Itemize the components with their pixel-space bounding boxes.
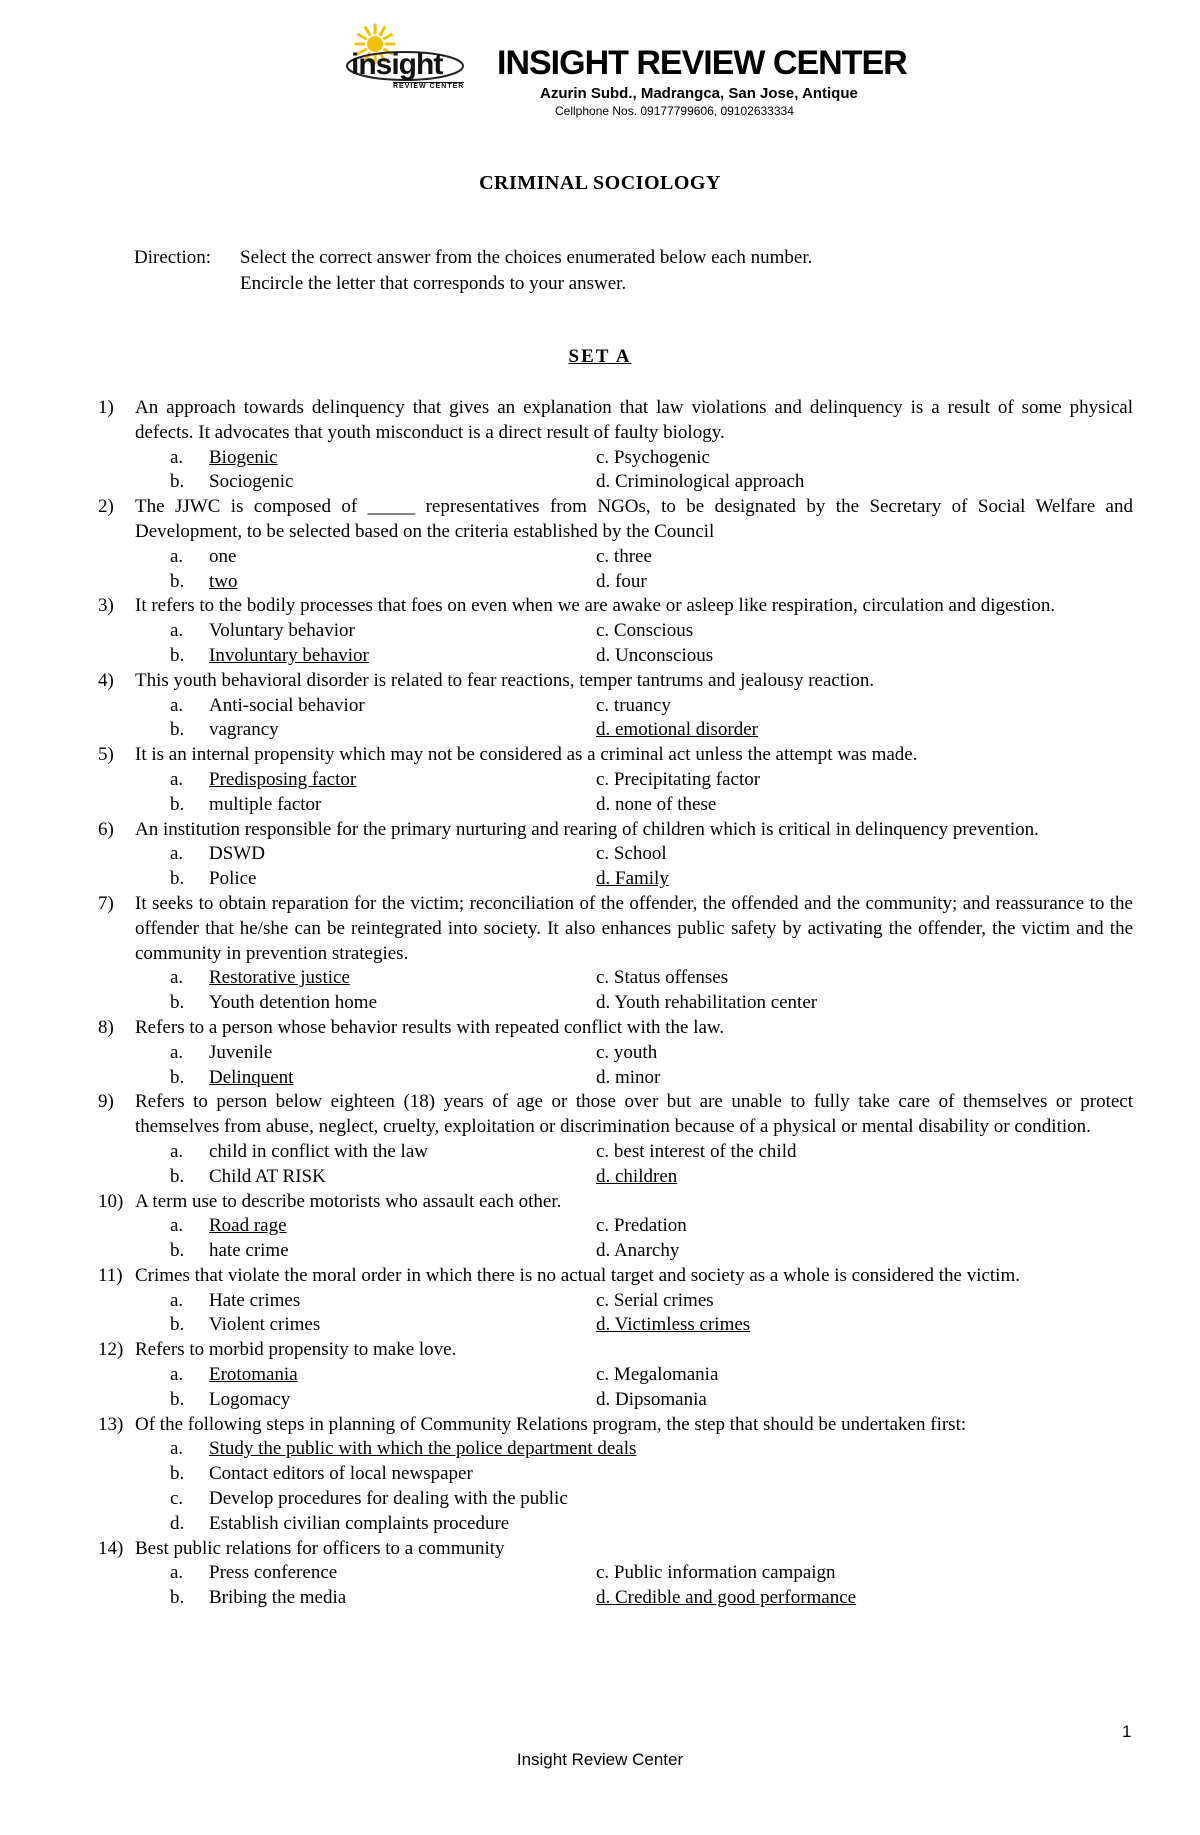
question-number: 8) (98, 1016, 114, 1038)
choice-b[interactable] (135, 1066, 596, 1091)
question-list (98, 396, 1133, 1611)
choice-a[interactable] (135, 1140, 596, 1165)
question-item (98, 743, 1133, 817)
choice-text: c. School (596, 843, 667, 865)
choice-a[interactable] (135, 446, 596, 471)
choice-letter: a. (170, 1215, 184, 1237)
choice-letter: a. (170, 1562, 184, 1584)
choice-c[interactable] (596, 1561, 1133, 1586)
logo-text: insight (351, 48, 443, 81)
choice-text: c. Public information campaign (596, 1562, 836, 1584)
choice-text: two (209, 570, 238, 592)
choice-text: d. four (596, 570, 647, 592)
choice-c[interactable] (596, 1363, 1133, 1388)
choice-text: d. Anarchy (596, 1240, 680, 1262)
choice-d[interactable] (596, 644, 1133, 669)
choice-a[interactable] (135, 1437, 1133, 1462)
choice-text: Press conference (209, 1562, 338, 1584)
choice-text: vagrancy (209, 719, 279, 741)
question-item (98, 1190, 1133, 1264)
choice-b[interactable] (135, 570, 596, 595)
choice-text: Biogenic (209, 446, 278, 468)
choice-text: Youth detention home (209, 992, 378, 1014)
choice-text: Involuntary behavior (209, 644, 369, 666)
choice-text: c. Precipitating factor (596, 768, 761, 790)
choice-text: c. best interest of the child (596, 1140, 797, 1162)
choice-b[interactable] (135, 1388, 596, 1413)
choice-text: d. children (596, 1165, 678, 1187)
choice-letter: b. (170, 992, 185, 1014)
choice-b[interactable] (135, 1462, 1133, 1487)
choice-letter: b. (170, 1587, 185, 1609)
choice-a[interactable] (135, 545, 596, 570)
choice-list (135, 768, 1133, 818)
question-number: 12) (98, 1339, 124, 1361)
choice-d[interactable] (135, 1512, 1133, 1537)
question-item (98, 594, 1133, 668)
choice-letter: a. (170, 620, 184, 642)
choice-letter: a. (170, 967, 184, 989)
choice-d[interactable] (596, 1165, 1133, 1190)
question-item (98, 1338, 1133, 1412)
choice-text: c. youth (596, 1041, 658, 1063)
choice-c[interactable] (596, 1041, 1133, 1066)
choice-letter: a. (170, 1364, 184, 1386)
choice-letter: b. (170, 1314, 185, 1336)
question-text: This youth behavioral disorder is related to fear reactions, temper tantrums and jealousy reaction. (135, 669, 875, 691)
choice-letter: a. (170, 446, 184, 468)
choice-text: d. Family (596, 868, 669, 890)
question-number: 10) (98, 1190, 124, 1212)
choice-letter: a. (170, 1140, 184, 1162)
choice-b[interactable] (135, 793, 596, 818)
choice-list (135, 966, 1133, 1016)
choice-c[interactable] (135, 1487, 1133, 1512)
question-text: Refers to a person whose behavior results with repeated conflict with the law. (135, 1016, 725, 1038)
question-text: Best public relations for officers to a community (135, 1537, 505, 1559)
logo-subtext: REVIEW CENTER (393, 83, 465, 90)
choice-letter: b. (170, 793, 185, 815)
choice-list (135, 1561, 1133, 1611)
choice-letter: b. (170, 719, 185, 741)
choice-text: Voluntary behavior (209, 620, 355, 642)
choice-text: hate crime (209, 1240, 289, 1262)
choice-letter: b. (170, 644, 185, 666)
choice-list (135, 1289, 1133, 1339)
question-text: Of the following steps in planning of Community Relations program, the step that should be undertaken first: (135, 1413, 967, 1435)
question-item (98, 1413, 1133, 1537)
question-number: 7) (98, 892, 114, 914)
choice-letter: b. (170, 471, 185, 493)
choice-letter: a. (170, 1289, 184, 1311)
question-text: A term use to describe motorists who assault each other. (135, 1190, 562, 1212)
choice-text: child in conflict with the law (209, 1140, 428, 1162)
choice-text: c. Megalomania (596, 1364, 719, 1386)
choice-text: Restorative justice (209, 967, 350, 989)
choice-list (135, 1041, 1133, 1091)
choice-list (135, 1437, 1133, 1536)
choice-c[interactable] (596, 446, 1133, 471)
question-text: It refers to the bodily processes that foes on even when we are awake or asleep like respiration, circulation and digestion. (135, 595, 1056, 617)
choice-b[interactable] (135, 1586, 596, 1611)
choice-text: d. none of these (596, 793, 717, 815)
choice-c[interactable] (596, 1289, 1133, 1314)
choice-d[interactable] (596, 1313, 1133, 1338)
choice-text: d. minor (596, 1066, 661, 1088)
choice-text: d. Unconscious (596, 644, 714, 666)
question-text: The JJWC is composed of _____ representatives from NGOs, to be designated by the Secretary of Social Welfare and Development, to be selected based on the criteria established by the Council (135, 496, 1133, 542)
choice-d[interactable] (596, 1388, 1133, 1413)
insight-logo (345, 22, 470, 92)
choice-text: Erotomania (209, 1364, 298, 1386)
question-text: Refers to person below eighteen (18) years of age or those over but are unable to fully take care of themselves or protect themselves from abuse, neglect, cruelty, exploitation or discrimination because of a physical or mental disability or condition. (135, 1091, 1133, 1138)
choice-text: c. Psychogenic (596, 446, 710, 468)
choice-text: d. Criminological approach (596, 471, 805, 493)
choice-text: c. Predation (596, 1215, 687, 1237)
choice-a[interactable] (135, 694, 596, 719)
letterhead (345, 22, 905, 122)
question-text: Crimes that violate the moral order in which there is no actual target and society as a whole is considered the victim. (135, 1264, 1020, 1286)
choice-letter: a. (170, 768, 184, 790)
choice-a[interactable] (135, 1041, 596, 1066)
choice-list (135, 1214, 1133, 1264)
question-item (98, 818, 1133, 892)
choice-c[interactable] (596, 1214, 1133, 1239)
choice-letter: b. (170, 1066, 185, 1088)
question-number: 14) (98, 1537, 124, 1559)
choice-a[interactable] (135, 768, 596, 793)
direction-label: Direction: (134, 247, 212, 268)
choice-letter: b. (170, 570, 185, 592)
set-title: SET A (568, 346, 632, 367)
question-number: 2) (98, 496, 114, 518)
choice-d[interactable] (596, 1239, 1133, 1264)
choice-text: d. Credible and good performance (596, 1587, 857, 1609)
choice-a[interactable] (135, 1214, 596, 1239)
choice-letter: b. (170, 1463, 185, 1485)
choice-b[interactable] (135, 1165, 596, 1190)
choice-text: Child AT RISK (209, 1165, 326, 1187)
choice-d[interactable] (596, 470, 1133, 495)
direction-line: Select the correct answer from the choices enumerated below each number. (240, 247, 813, 268)
center-name: INSIGHT REVIEW CENTER (497, 44, 907, 82)
choice-a[interactable] (135, 966, 596, 991)
choice-letter: a. (170, 545, 184, 567)
question-number: 5) (98, 744, 114, 766)
choice-letter: b. (170, 868, 185, 890)
choice-letter: a. (170, 1438, 184, 1460)
choice-letter: a. (170, 694, 184, 716)
choice-text: Establish civilian complaints procedure (209, 1512, 510, 1534)
choice-list (135, 545, 1133, 595)
choice-text: c. Serial crimes (596, 1289, 714, 1311)
choice-letter: a. (170, 843, 184, 865)
question-number: 13) (98, 1413, 124, 1435)
question-item (98, 396, 1133, 495)
question-text: It seeks to obtain reparation for the victim; reconciliation of the offender, the offended and the community; and reassurance to the offender that he/she can be reintegrated into society. It also enhances public safety by activating the offender, the victim and the community in prevention strategies. (135, 892, 1133, 964)
page-number: 1 (1122, 1722, 1132, 1741)
choice-letter: a. (170, 1041, 184, 1063)
choice-list (135, 446, 1133, 496)
question-text: Refers to morbid propensity to make love. (135, 1339, 457, 1361)
question-item (98, 669, 1133, 743)
choice-c[interactable] (596, 768, 1133, 793)
choice-list (135, 842, 1133, 892)
choice-text: d. Dipsomania (596, 1388, 707, 1410)
choice-d[interactable] (596, 718, 1133, 743)
document-title: CRIMINAL SOCIOLOGY (479, 172, 721, 194)
choice-c[interactable] (596, 694, 1133, 719)
choice-b[interactable] (135, 991, 596, 1016)
choice-letter: d. (170, 1512, 185, 1534)
choice-a[interactable] (135, 1363, 596, 1388)
choice-text: d. Youth rehabilitation center (596, 992, 818, 1014)
choice-letter: b. (170, 1165, 185, 1187)
question-number: 3) (98, 595, 114, 617)
direction-text (240, 245, 812, 297)
choice-list (135, 1363, 1133, 1413)
choice-list (135, 1140, 1133, 1190)
choice-text: Contact editors of local newspaper (209, 1463, 473, 1485)
question-text: An institution responsible for the primary nurturing and rearing of children which is critical in delinquency prevention. (135, 818, 1039, 840)
center-phone: Cellphone Nos. 09177799606, 09102633334 (555, 104, 794, 118)
choice-d[interactable] (596, 991, 1133, 1016)
choice-b[interactable] (135, 470, 596, 495)
choice-a[interactable] (135, 842, 596, 867)
choice-d[interactable] (596, 570, 1133, 595)
choice-text: Road rage (209, 1215, 287, 1237)
choice-text: Develop procedures for dealing with the public (209, 1488, 568, 1510)
choice-letter: b. (170, 1240, 185, 1262)
choice-c[interactable] (596, 1140, 1133, 1165)
choice-text: Hate crimes (209, 1289, 301, 1311)
choice-d[interactable] (596, 1066, 1133, 1091)
question-text: It is an internal propensity which may not be considered as a criminal act unless the attempt was made. (135, 744, 918, 766)
choice-text: Juvenile (209, 1041, 273, 1063)
choice-text: c. three (596, 545, 652, 567)
choice-text: Sociogenic (209, 471, 294, 493)
choice-letter: c. (170, 1488, 184, 1510)
question-number: 6) (98, 818, 114, 840)
choice-text: d. emotional disorder (596, 719, 758, 741)
choice-list (135, 619, 1133, 669)
choice-letter: b. (170, 1388, 185, 1410)
question-item (98, 1537, 1133, 1611)
choice-text: Predisposing factor (209, 768, 357, 790)
choice-c[interactable] (596, 619, 1133, 644)
question-number: 1) (98, 397, 114, 418)
choice-d[interactable] (596, 793, 1133, 818)
question-item (98, 1264, 1133, 1338)
question-number: 9) (98, 1091, 114, 1113)
choice-a[interactable] (135, 1289, 596, 1314)
direction-line: Encircle the letter that corresponds to your answer. (240, 273, 627, 294)
choice-text: multiple factor (209, 793, 322, 815)
choice-text: Study the public with which the police department deals (209, 1438, 637, 1460)
question-number: 4) (98, 669, 114, 691)
choice-text: Violent crimes (209, 1314, 321, 1336)
choice-d[interactable] (596, 1586, 1133, 1611)
choice-c[interactable] (596, 966, 1133, 991)
choice-c[interactable] (596, 545, 1133, 570)
choice-a[interactable] (135, 619, 596, 644)
choice-b[interactable] (135, 1313, 596, 1338)
choice-b[interactable] (135, 867, 596, 892)
choice-text: Delinquent (209, 1066, 294, 1088)
choice-text: one (209, 545, 237, 567)
question-item (98, 1090, 1133, 1189)
choice-b[interactable] (135, 718, 596, 743)
choice-c[interactable] (596, 842, 1133, 867)
choice-text: c. Conscious (596, 620, 694, 642)
choice-text: c. truancy (596, 694, 671, 716)
choice-d[interactable] (596, 867, 1133, 892)
center-address: Azurin Subd., Madrangca, San Jose, Antique (540, 85, 858, 102)
choice-text: Anti-social behavior (209, 694, 365, 716)
question-item (98, 1016, 1133, 1090)
question-text: An approach towards delinquency that gives an explanation that law violations and delinquency is a result of some physical defects. It advocates that youth misconduct is a direct result of faulty biology. (135, 397, 1133, 443)
page-footer: Insight Review Center (516, 1750, 684, 1769)
choice-b[interactable] (135, 1239, 596, 1264)
choice-text: DSWD (209, 843, 265, 865)
choice-text: c. Status offenses (596, 967, 729, 989)
choice-a[interactable] (135, 1561, 596, 1586)
choice-list (135, 694, 1133, 744)
question-item (98, 892, 1133, 1016)
choice-text: Logomacy (209, 1388, 291, 1410)
question-number: 11) (98, 1264, 123, 1286)
choice-text: d. Victimless crimes (596, 1314, 751, 1336)
question-item (98, 495, 1133, 594)
choice-text: Bribing the media (209, 1587, 347, 1609)
choice-b[interactable] (135, 644, 596, 669)
choice-text: Police (209, 868, 257, 890)
